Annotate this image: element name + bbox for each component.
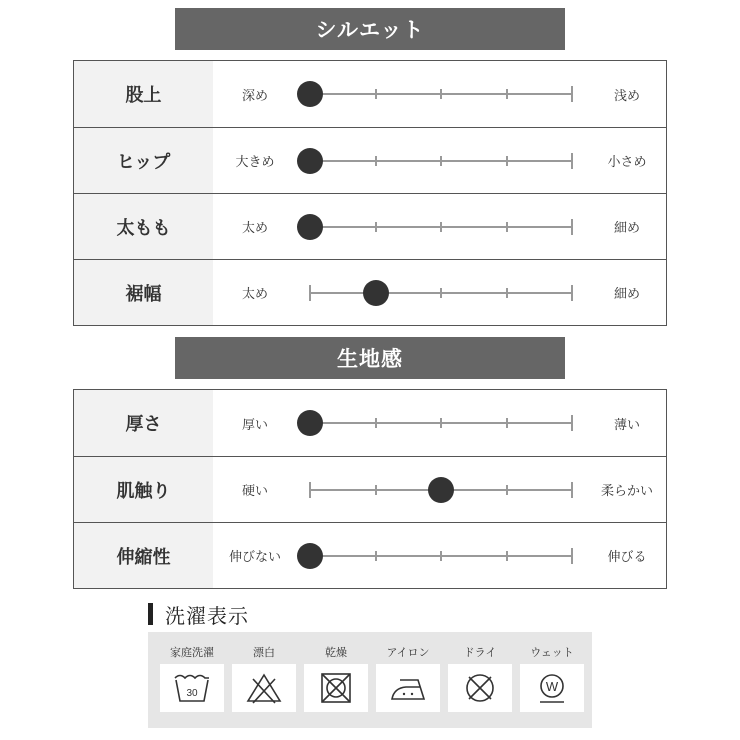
no-dry-clean-icon	[448, 664, 512, 712]
rating-row-hem-width	[74, 259, 666, 325]
laundry-item-home-wash	[160, 632, 224, 728]
scale-right-label: 小さめ	[607, 155, 647, 170]
scale-tick	[309, 285, 311, 301]
rating-scale	[310, 194, 572, 259]
laundry-label: ドライ	[463, 646, 497, 659]
laundry-item-dry	[304, 632, 368, 728]
scale-tick	[309, 482, 311, 498]
scale-tick	[506, 418, 508, 428]
scale-tick	[440, 89, 442, 99]
laundry-label: 乾燥	[325, 646, 347, 659]
rating-row-rise	[74, 61, 666, 127]
laundry-section-title	[148, 601, 249, 627]
rating-knob	[297, 214, 323, 240]
laundry-item-iron	[376, 632, 440, 728]
scale-tick	[440, 156, 442, 166]
scale-tick	[440, 551, 442, 561]
scale-tick	[571, 86, 573, 102]
rating-scale	[310, 390, 572, 456]
scale-tick	[375, 551, 377, 561]
texture-section-title: 生地感	[175, 337, 565, 379]
laundry-label: 漂白	[253, 646, 275, 659]
rating-knob	[363, 280, 389, 306]
scale-right-label: 細め	[613, 287, 640, 302]
title-bar-mark	[148, 603, 153, 625]
laundry-item-dry-clean	[448, 632, 512, 728]
scale-left-label: 厚い	[241, 417, 268, 433]
texture-table	[73, 389, 667, 589]
row-label: 伸縮性	[74, 523, 213, 588]
scale-left-label: 伸びない	[228, 550, 281, 565]
laundry-item-wet-clean	[520, 632, 584, 728]
scale-tick	[506, 89, 508, 99]
rating-knob	[297, 543, 323, 569]
scale-tick	[571, 548, 573, 564]
rating-scale	[310, 61, 572, 127]
laundry-item-bleach	[232, 632, 296, 728]
scale-right-label: 細め	[613, 221, 640, 236]
silhouette-section-title: シルエット	[175, 8, 565, 50]
wet-clean-icon	[520, 664, 584, 712]
row-label: ヒップ	[74, 128, 213, 193]
laundry-label: アイロン	[386, 646, 430, 659]
rating-knob	[297, 148, 323, 174]
scale-tick	[506, 551, 508, 561]
scale-tick	[375, 89, 377, 99]
scale-tick	[375, 156, 377, 166]
laundry-title-text: 洗濯表示	[165, 603, 249, 628]
rating-row-touch	[74, 456, 666, 522]
scale-tick	[506, 222, 508, 232]
scale-tick	[571, 482, 573, 498]
scale-left-label: 太め	[241, 221, 268, 236]
scale-left-label: 太め	[241, 287, 268, 302]
wet-clean-letter: W	[545, 679, 559, 694]
scale-right-label: 薄い	[613, 417, 640, 433]
scale-tick	[506, 485, 508, 495]
no-bleach-icon	[232, 664, 296, 712]
scale-right-label: 浅め	[613, 88, 640, 104]
scale-tick	[506, 156, 508, 166]
rating-knob	[297, 410, 323, 436]
rating-row-thigh	[74, 193, 666, 259]
scale-tick	[440, 288, 442, 298]
scale-tick	[440, 222, 442, 232]
row-label: 太もも	[74, 194, 213, 259]
rating-knob	[297, 81, 323, 107]
laundry-label: ウェット	[530, 646, 574, 659]
rating-scale	[310, 260, 572, 325]
scale-tick	[571, 415, 573, 431]
silhouette-table	[73, 60, 667, 326]
iron-icon	[376, 664, 440, 712]
scale-left-label: 大きめ	[235, 155, 275, 170]
rating-scale	[310, 457, 572, 522]
wash-temperature-text: 30	[186, 688, 198, 699]
row-label: 裾幅	[74, 260, 213, 325]
no-tumble-dry-icon	[304, 664, 368, 712]
row-label: 厚さ	[74, 390, 213, 456]
scale-tick	[375, 222, 377, 232]
row-label: 股上	[74, 61, 213, 127]
scale-left-label: 硬い	[241, 484, 268, 499]
scale-tick	[571, 285, 573, 301]
rating-scale	[310, 128, 572, 193]
scale-tick	[375, 485, 377, 495]
scale-right-label: 伸びる	[607, 550, 647, 565]
scale-left-label: 深め	[241, 88, 268, 104]
scale-tick	[440, 418, 442, 428]
scale-tick	[506, 288, 508, 298]
scale-tick	[571, 219, 573, 235]
rating-scale	[310, 523, 572, 588]
wash-tub-30-icon	[160, 664, 224, 712]
scale-tick	[571, 153, 573, 169]
rating-row-hip	[74, 127, 666, 193]
scale-tick	[375, 418, 377, 428]
scale-right-label: 柔らかい	[600, 484, 653, 499]
laundry-label: 家庭洗濯	[170, 646, 214, 659]
rating-row-thickness	[74, 390, 666, 456]
rating-row-stretch	[74, 522, 666, 588]
row-label: 肌触り	[74, 457, 213, 522]
laundry-panel	[148, 632, 592, 728]
rating-knob	[428, 477, 454, 503]
